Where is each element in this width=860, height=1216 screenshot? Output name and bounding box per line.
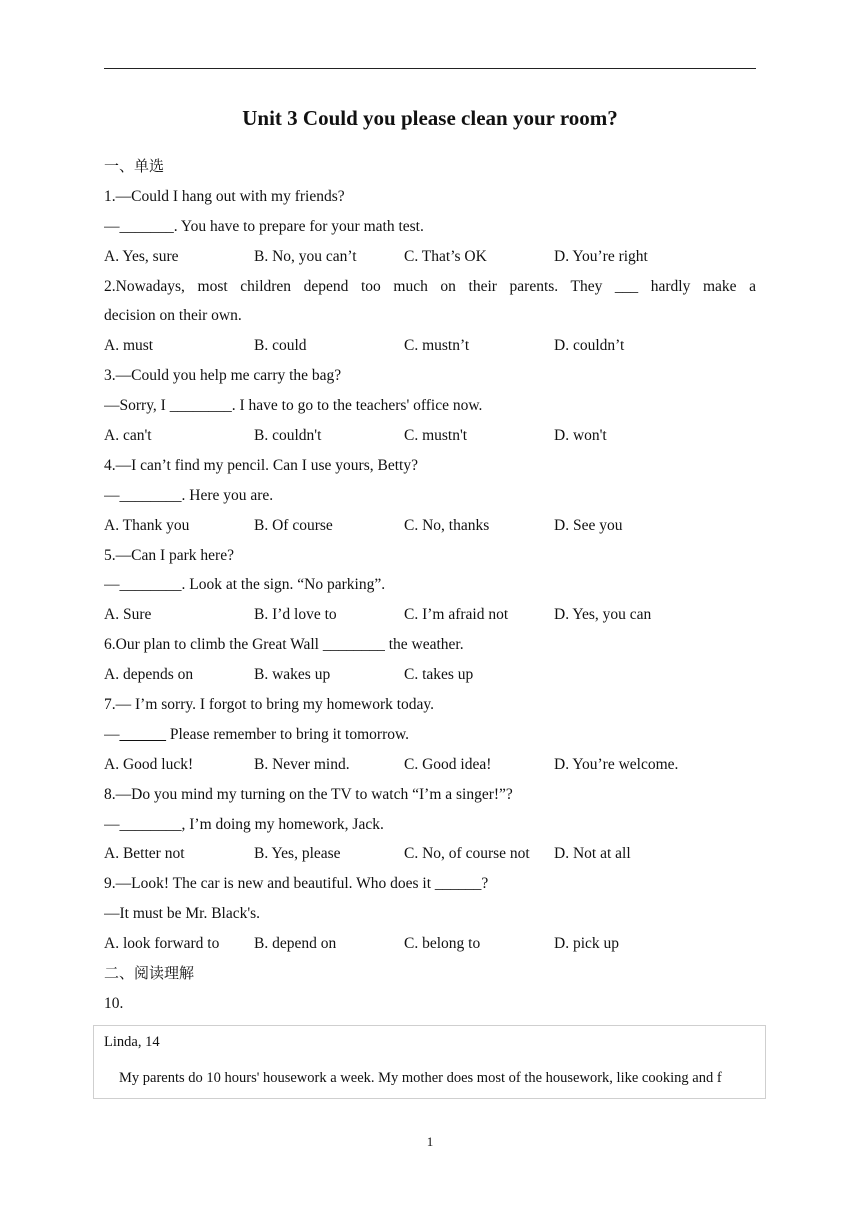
option-c: C. belong to (404, 935, 481, 953)
option-d: D. couldn’t (554, 337, 625, 355)
page-title: Unit 3 Could you please clean your room? (242, 106, 618, 130)
option-b: B. Yes, please (254, 845, 341, 863)
question-2-stem-cont: decision on their own. (104, 307, 242, 325)
question-7-stem: 7.— I’m sorry. I forgot to bring my homework today. (104, 696, 435, 714)
question-10-number: 10. (104, 994, 124, 1012)
passage-text: My parents do 10 hours' housework a week. My mother does most of the housework, like cooking and f (119, 1070, 722, 1086)
question-2-stem: 2.Nowadays, most children depend too much on their parents. They ___ hardly make a (104, 277, 756, 295)
question-5-reply: —________. Look at the sign. “No parking”. (104, 576, 386, 594)
option-d: D. Not at all (554, 845, 631, 863)
option-d: D. Yes, you can (554, 606, 652, 624)
option-d: D. won't (554, 427, 607, 445)
option-d: D. pick up (554, 935, 620, 953)
option-a: A. Better not (104, 845, 185, 863)
option-c: C. Good idea! (404, 755, 492, 773)
question-6-stem: 6.Our plan to climb the Great Wall ________ the weather. (104, 636, 464, 654)
option-b: B. No, you can’t (254, 247, 357, 265)
worksheet-content (104, 152, 756, 1019)
option-c: C. No, of course not (404, 845, 530, 863)
page-number: 1 (426, 1134, 434, 1149)
section-heading-reading: 二、阅读理解 (104, 964, 195, 983)
option-a: A. Good luck! (104, 755, 194, 773)
question-3-options (104, 421, 756, 451)
option-b: B. could (254, 337, 307, 355)
question-8-stem: 8.—Do you mind my turning on the TV to watch “I’m a singer!”? (104, 785, 513, 803)
option-c: C. That’s OK (404, 247, 487, 265)
question-4-stem: 4.—I can’t find my pencil. Can I use yours, Betty? (104, 456, 418, 474)
option-b: B. wakes up (254, 666, 331, 684)
question-8-reply: —________, I’m doing my homework, Jack. (104, 815, 384, 833)
option-b: B. Never mind. (254, 755, 350, 773)
question-2-options (104, 331, 756, 361)
section-heading-single-choice: 一、单选 (104, 157, 165, 175)
option-b: B. Of course (254, 516, 333, 534)
option-d: D. See you (554, 516, 623, 534)
question-3-stem: 3.—Could you help me carry the bag? (104, 367, 342, 385)
reading-passage-box (93, 1025, 766, 1099)
question-4-reply: —________. Here you are. (104, 486, 274, 504)
option-a: A. Sure (104, 606, 152, 624)
option-a: A. must (104, 337, 154, 355)
option-b: B. couldn't (254, 427, 322, 445)
question-5-stem: 5.—Can I park here? (104, 546, 234, 564)
option-d: D. You’re right (554, 247, 648, 265)
option-b: B. I’d love to (254, 606, 337, 624)
question-1-options (104, 242, 756, 272)
question-1-stem: 1.—Could I hang out with my friends? (104, 187, 345, 205)
question-5-options (104, 600, 756, 630)
question-9-stem: 9.—Look! The car is new and beautiful. Who does it ______? (104, 875, 489, 893)
option-a: A. can't (104, 427, 152, 445)
reply-text: Please remember to bring it tomorrow. (166, 725, 410, 743)
question-7-options (104, 750, 756, 780)
option-a: A. Thank you (104, 516, 190, 534)
question-8-options (104, 839, 756, 869)
option-a: A. look forward to (104, 935, 220, 953)
option-a: A. Yes, sure (104, 247, 179, 265)
question-7-reply (104, 720, 756, 750)
answer-blank: ______ (119, 725, 166, 743)
option-d: D. You’re welcome. (554, 755, 679, 773)
option-c: C. mustn’t (404, 337, 470, 355)
question-4-options (104, 511, 756, 541)
option-c: C. takes up (404, 666, 474, 684)
option-a: A. depends on (104, 666, 194, 684)
question-6-options (104, 660, 756, 690)
question-1-reply: —_______. You have to prepare for your math test. (104, 217, 424, 235)
reply-dash: — (104, 725, 120, 743)
option-c: C. mustn't (404, 427, 468, 445)
option-c: C. I’m afraid not (404, 606, 509, 624)
passage-author: Linda, 14 (104, 1034, 160, 1050)
question-9-options (104, 929, 756, 959)
question-3-reply: —Sorry, I ________. I have to go to the teachers' office now. (104, 397, 483, 415)
question-9-reply: —It must be Mr. Black's. (104, 905, 261, 923)
option-c: C. No, thanks (404, 516, 490, 534)
header-rule (104, 68, 756, 69)
option-b: B. depend on (254, 935, 337, 953)
